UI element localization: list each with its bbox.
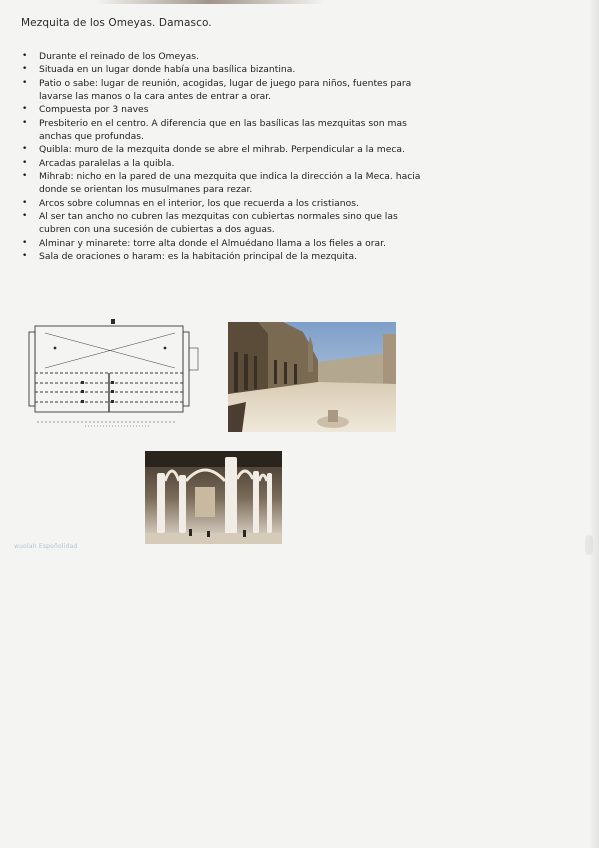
scan-right-shadow [589,0,599,848]
list-item-text: Mihrab: nicho en la pared de una mezquita que indica la dirección a la Meca. hacia donde se orientan los musulmanes para rezar. [39,171,421,196]
bullet-dot: • [22,171,28,182]
scan-speck [585,535,593,555]
list-item [22,77,432,104]
list-item [22,143,432,156]
list-item-text: Durante el reinado de los Omeyas. [39,51,199,62]
list-item [22,250,432,263]
page-title: Mezquita de los Omeyas. Damasco. [21,17,212,29]
list-item-text: Al ser tan ancho no cubren las mezquitas con cubiertas normales sino que las cubren con una sucesión de cubiertas a dos aguas. [39,211,398,236]
list-item-text: Situada en un lugar donde había una basílica bizantina. [39,64,296,76]
list-item-text: Compuesta por 3 naves [39,104,149,116]
list-item [22,103,432,116]
bullet-dot: • [22,144,28,155]
bullet-dot: • [22,211,28,222]
bullet-dot: • [22,117,28,128]
list-item [22,197,432,210]
bullet-dot: • [22,251,28,262]
list-item-text: Patio o sabe: lugar de reunión, acogidas, lugar de juego para niños, fuentes para lavarse las manos o la cara antes de entrar a orar. [39,77,412,103]
scan-top-shadow [95,0,325,4]
bullet-list [22,50,432,264]
mosque-prayer-hall-photo [145,451,282,544]
list-item-text: Alminar y minarete: torre alta donde el Almuédano llama a los fieles a orar. [39,237,386,249]
bullet-dot: • [22,77,28,88]
list-item-text: Presbiterio en el centro. A diferencia que en las basílicas las mezquitas son mas anchas que profundas. [39,117,407,143]
list-item [22,50,432,63]
list-item [22,210,432,237]
bullet-dot: • [22,157,28,168]
bullet-dot: • [22,197,28,208]
faint-watermark: wuolah Espoñolidad [14,543,78,550]
list-item-text: Arcos sobre columnas en el interior, los que recuerda a los cristianos. [39,197,359,209]
bullet-dot: • [22,64,28,75]
list-item [22,63,432,76]
mosque-floor-plan-image [25,318,200,428]
list-item-text: Sala de oraciones o haram: es la habitación principal de la mezquita. [39,251,358,263]
list-item-text: Quibla: muro de la mezquita donde se abre el mihrab. Perpendicular a la meca. [39,144,405,156]
list-item [22,117,432,144]
list-item [22,157,432,170]
bullet-dot: • [22,51,28,61]
mosque-courtyard-photo [228,322,396,432]
bullet-dot: • [22,237,28,248]
list-item-text: Arcadas paralelas a la quibla. [39,157,175,169]
list-item [22,237,432,250]
list-item [22,170,432,197]
bullet-dot: • [22,104,28,115]
